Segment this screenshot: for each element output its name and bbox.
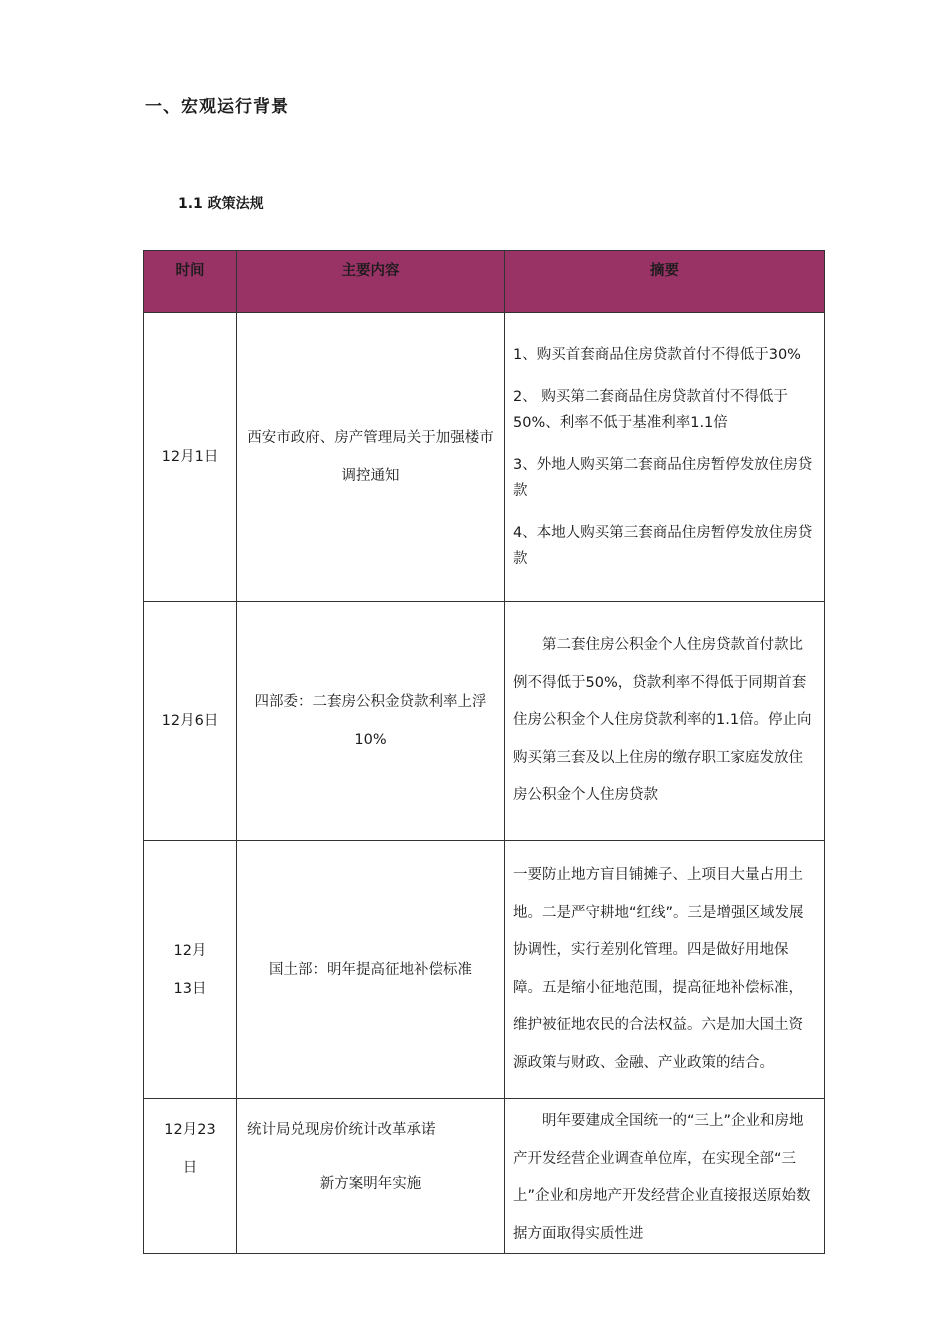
table-row (144, 841, 825, 1099)
summary-text: 明年要建成全国统一的“三上”企业和房地产开发经营企业调查单位库，在实现全部“三上”企业和房地产开发经营企业直接报送原始数据方面取得实质性进 (513, 1113, 811, 1242)
header-summary: 摘要 (505, 251, 825, 313)
row-date: 12月1日 (144, 313, 237, 602)
summary-item: 2、 购买第二套商品住房贷款首付不得低于50%、利率不低于基准利率1.1倍 (513, 389, 788, 431)
header-date: 时间 (144, 251, 237, 313)
table-header-row (144, 251, 825, 313)
row-content: 西安市政府、房产管理局关于加强楼市调控通知 (237, 313, 505, 602)
header-content: 主要内容 (237, 251, 505, 313)
row-summary (505, 602, 825, 841)
table-row (144, 1099, 825, 1254)
section-heading: 一、宏观运行背景 (145, 97, 289, 117)
summary-item: 3、外地人购买第二套商品住房暂停发放住房贷款 (513, 457, 813, 499)
row-date: 12月6日 (144, 602, 237, 841)
row-summary (505, 313, 825, 602)
row-summary (505, 1099, 825, 1254)
table-row (144, 602, 825, 841)
row-content: 四部委：二套房公积金贷款利率上浮10% (237, 602, 505, 841)
row-content (237, 1099, 505, 1254)
summary-text: 第二套住房公积金个人住房贷款首付款比例不得低于50%，贷款利率不得低于同期首套住房公积金个人住房贷款利率的1.1倍。停止向购买第三套及以上住房的缴存职工家庭发放住房公积金个人住房贷款 (513, 637, 812, 804)
summary-item: 1、购买首套商品住房贷款首付不得低于30% (513, 347, 801, 363)
row-date: 12月13日 (144, 841, 237, 1099)
summary-item: 4、本地人购买第三套商品住房暂停发放住房贷款 (513, 525, 813, 567)
summary-text: 一要防止地方盲目铺摊子、上项目大量占用土地。二是严守耕地“红线”。三是增强区域发展协调性，实行差别化管理。四是做好用地保障。五是缩小征地范围，提高征地补偿标准，维护被征地农民的合法权益。六是加大国土资源政策与财政、金融、产业政策的结合。 (513, 867, 804, 1071)
content-line: 新方案明年实施 (319, 1176, 422, 1192)
content-line: 统计局兑现房价统计改革承诺 (247, 1122, 436, 1138)
row-summary (505, 841, 825, 1099)
row-date: 12月23日 (144, 1099, 237, 1254)
policy-table (143, 250, 825, 1254)
subsection-heading: 1.1 政策法规 (178, 196, 264, 212)
row-content: 国土部：明年提高征地补偿标准 (237, 841, 505, 1099)
table-row (144, 313, 825, 602)
